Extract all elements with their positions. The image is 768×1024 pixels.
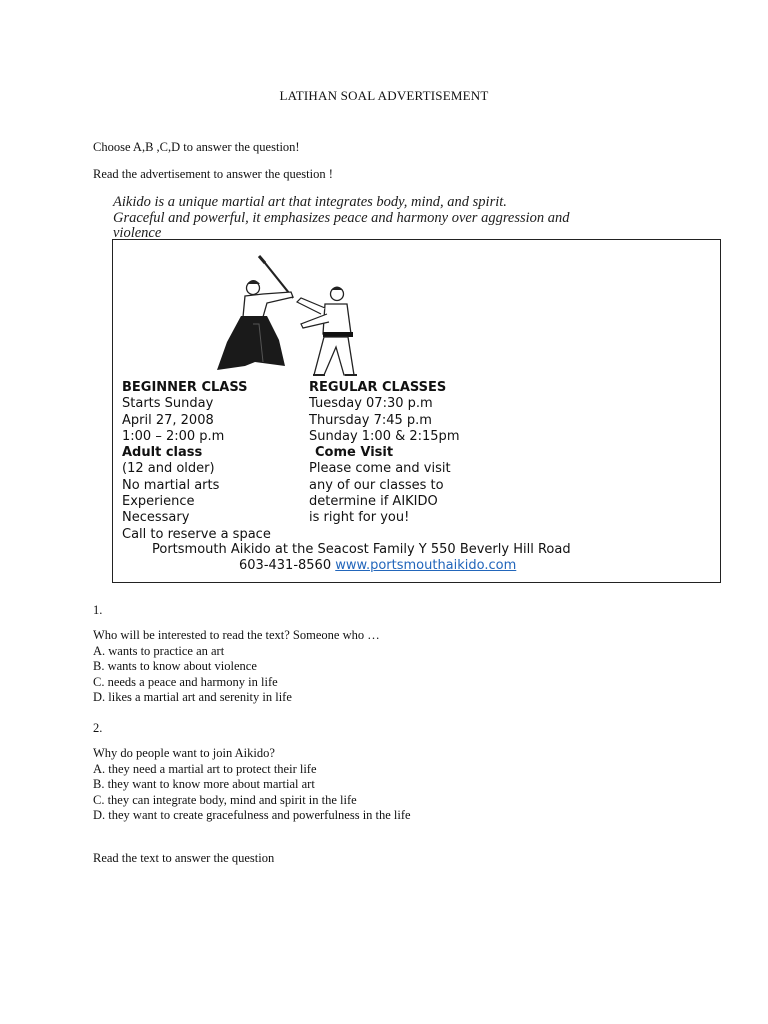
- visit-line: any of our classes to: [309, 477, 444, 493]
- answer-option: C. needs a peace and harmony in life: [93, 674, 278, 689]
- intro-line: Graceful and powerful, it emphasizes peace and harmony over aggression and: [113, 210, 570, 226]
- adult-line: No martial arts: [122, 477, 220, 493]
- regular-line: Tuesday 07:30 p.m: [309, 396, 433, 412]
- answer-option: D. they want to create gracefulness and powerfulness in the life: [93, 808, 411, 822]
- regular-line: Sunday 1:00 & 2:15pm: [309, 428, 460, 444]
- aikido-fighters-illustration: [195, 254, 365, 384]
- answer-option: A. they need a martial art to protect their life: [93, 761, 317, 776]
- question-2: [93, 746, 411, 824]
- visit-line: Please come and visit: [309, 461, 451, 477]
- question-text: Who will be interested to read the text? Someone who …: [93, 628, 380, 642]
- answer-option: B. they want to know more about martial art: [93, 777, 315, 791]
- question-1: [93, 628, 380, 706]
- answer-option: D. likes a martial art and serenity in life: [93, 690, 292, 704]
- visit-line: determine if AIKIDO: [309, 494, 438, 510]
- question-text: Why do people want to join Aikido?: [93, 746, 275, 760]
- phone-number: 603-431-8560: [239, 558, 332, 573]
- instruction-text: Choose A,B ,C,D to answer the question!: [93, 140, 300, 154]
- intro-line: Aikido is a unique martial art that integrates body, mind, and spirit.: [113, 194, 507, 210]
- beginner-class-heading: BEGINNER CLASS: [122, 380, 248, 395]
- beginner-line: 1:00 – 2:00 p.m: [122, 428, 225, 444]
- come-visit-heading: Come Visit: [315, 445, 394, 461]
- visit-line: is right for you!: [309, 510, 410, 526]
- adult-class-heading: Adult class: [122, 445, 203, 461]
- regular-classes-heading: REGULAR CLASSES: [309, 380, 447, 395]
- beginner-line: April 27, 2008: [122, 412, 214, 428]
- question-number: 1.: [93, 603, 103, 617]
- beginner-line: Starts Sunday: [122, 396, 214, 412]
- address-text: Portsmouth Aikido at the Seacost Family Y 550 Beverly Hill Road: [152, 542, 571, 557]
- regular-line: Thursday 7:45 p.m: [309, 412, 432, 428]
- adult-line: (12 and older): [122, 461, 215, 477]
- adult-line: Experience: [122, 494, 195, 510]
- read-ad-text: Read the advertisement to answer the question !: [93, 167, 333, 181]
- answer-option: C. they can integrate body, mind and spirit in the life: [93, 792, 357, 807]
- website-link[interactable]: www.portsmouthaikido.com: [335, 558, 517, 573]
- adult-line: Necessary: [122, 510, 190, 526]
- page-title: LATIHAN SOAL ADVERTISEMENT: [279, 88, 489, 103]
- answer-option: B. wants to know about violence: [93, 659, 257, 673]
- advertisement-box: [112, 239, 721, 583]
- footer-instruction: Read the text to answer the question: [93, 851, 275, 865]
- answer-option: A. wants to practice an art: [93, 643, 225, 658]
- contact-line: [239, 558, 516, 574]
- question-number: 2.: [93, 721, 103, 735]
- call-text: Call to reserve a space: [122, 526, 271, 542]
- intro-line: violence: [113, 225, 162, 241]
